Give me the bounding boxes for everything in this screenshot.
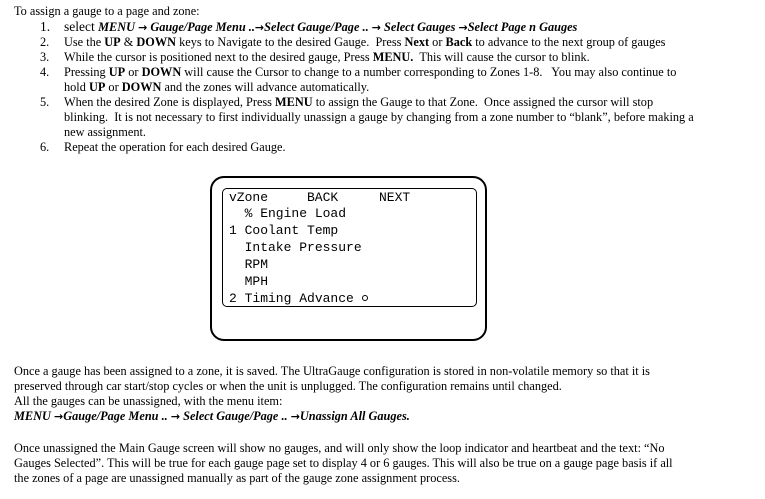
step-6: 6. Repeat the operation for each desired Gauge. bbox=[40, 140, 286, 154]
step-5: 5. When the desired Zone is displayed, Press MENU to assign the Gauge to that Zone. Once assigned the cursor will stop blinking. It is not necessary to first individually unassign a gauge by changing from a zone number to “blank”, before making a new assignment. bbox=[40, 95, 694, 139]
lcd-row: RPM bbox=[229, 257, 269, 272]
right-arrow-icon: → bbox=[290, 410, 300, 423]
lcd-device-frame bbox=[210, 176, 487, 341]
unassign-menu-path: MENU →Gauge/Page Menu .. → Select Gauge/Page .. →Unassign All Gauges. bbox=[14, 409, 410, 423]
saved-paragraph: Once a gauge has been assigned to a zone, it is saved. The UltraGauge configuration is stored in non-volatile memory so that it is preserved through car start/stop cycles or when the unit is unplugged. The configuration remains until changed. All the gauges can be unassigned, with the menu item: MENU →Gauge/Page Menu .. → Select Gauge/Page .. →Unassign All Gauges. bbox=[14, 364, 650, 423]
lcd-row: Intake Pressure bbox=[229, 240, 362, 255]
right-arrow-icon: → bbox=[138, 21, 148, 34]
right-arrow-icon: → bbox=[458, 21, 468, 34]
step-4: 4. Pressing UP or DOWN will cause the Cursor to change to a number corresponding to Zones 1-8. You may also continue to hold UP or DOWN and the zones will advance automatically. bbox=[40, 65, 677, 94]
lcd-row: MPH bbox=[229, 274, 269, 289]
menu-path: MENU → Gauge/Page Menu ..→Select Gauge/Page .. → Select Gauges →Select Page n Gauges bbox=[98, 20, 578, 34]
right-arrow-icon: → bbox=[53, 410, 64, 423]
intro-heading: To assign a gauge to a page and zone: bbox=[14, 4, 200, 18]
heartbeat-icon bbox=[362, 295, 368, 301]
steps-list bbox=[20, 19, 755, 155]
lcd-row: % Engine Load bbox=[229, 206, 347, 221]
right-arrow-icon: → bbox=[371, 21, 381, 34]
right-arrow-icon: → bbox=[254, 21, 265, 34]
step-2: 2. Use the UP & DOWN keys to Navigate to the desired Gauge. Press Next or Back to advance to the next group of gauges bbox=[40, 35, 666, 49]
back-label: BACK bbox=[307, 190, 339, 205]
next-label: NEXT bbox=[379, 190, 411, 205]
unassigned-paragraph: Once unassigned the Main Gauge screen will show no gauges, and will only show the loop indicator and heartbeat and the text: “No Gauges Selected”. This will be true for each gauge page set to display 4 or 6 gauges. This will also be true on a gauge page basis if all the zones of a page are unassigned manually as part of the gauge zone assignment process. bbox=[14, 441, 673, 485]
zone-label: vZone bbox=[229, 190, 269, 205]
right-arrow-icon: → bbox=[170, 410, 181, 423]
lcd-screen bbox=[222, 188, 477, 307]
lcd-row: 1 Coolant Temp bbox=[229, 223, 339, 238]
step-number: 1. bbox=[40, 19, 51, 34]
step-3: 3. While the cursor is positioned next to the desired gauge, Press MENU. This will cause the cursor to blink. bbox=[40, 50, 590, 64]
step-1: 1. select MENU → Gauge/Page Menu ..→Select Gauge/Page .. → Select Gauges →Select Page n Gauges bbox=[40, 19, 578, 34]
lcd-row: 2 Timing Advance bbox=[229, 291, 368, 308]
